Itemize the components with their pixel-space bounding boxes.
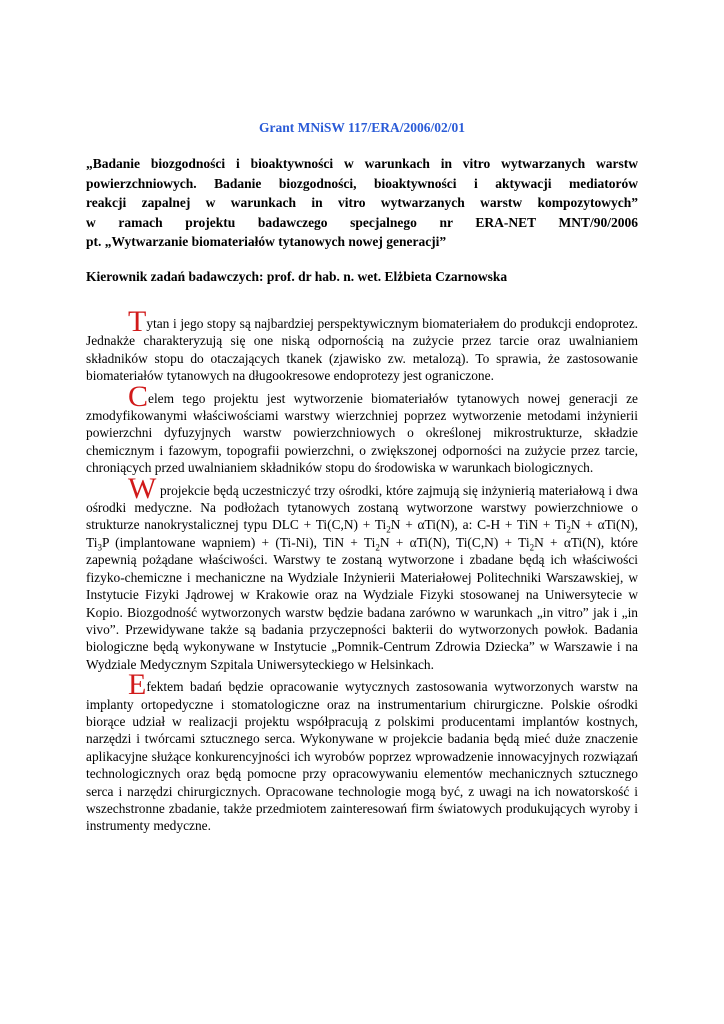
subscript: 2 bbox=[375, 542, 380, 553]
subscript: 2 bbox=[529, 542, 535, 553]
title-line-5: pt. „Wytwarzanie biomateriałów tytanowych nowej generacji” bbox=[86, 234, 447, 249]
drop-cap: C bbox=[128, 379, 149, 413]
title-line-4: w ramach projektu badawczego specjalnego nr ERA-NET MNT/90/2006 bbox=[86, 214, 638, 230]
grant-number-heading: Grant MNiSW 117/ERA/2006/02/01 bbox=[258, 120, 465, 135]
paragraph-text: projekcie będą uczestniczyć trzy ośrodki, które zajmują się inżynierią materiałową i dwa ośrodki medyczne. Na podłożach tytanowych zostaną wytworzone warstwy powierzchniowe o strukturze nanokrystalicznej typu DLC + Ti(C,N) + Ti bbox=[86, 482, 638, 533]
drop-cap: W bbox=[128, 471, 157, 505]
document-body bbox=[86, 305, 639, 838]
title-line-3: reakcji zapalnej w warunkach in vitro wytwarzanych warstw kompozytowych” bbox=[86, 195, 638, 210]
subscript: 3 bbox=[97, 542, 102, 553]
paragraph-text: Warstwy te zostaną wytworzone i zbadane będą ich właściwości fizyko-chemiczne i mechaniczne na Wydziale Inżynierii Materiałowej Politechniki Warszawskiej, w Instytucie Fizyki Jądrowej w Krakowie oraz na Wydziale Fizyki stosowanej na Uniwersytecie w Kopio. Biozgodność wytworzonych warstw będzie badana zarówno w warunkach „in vitro” jak i „in vivo”. Przewidywane także są badania przyczepności bakterii do wytworzonych powłok. Badania biologiczne będą wykonywane w Instytucie „Pomnik-Centrum Zdrowia Dziecka” w Warszawie i na Wydziale Medycznym Szpitala Uniwersyteckiego w Helsinkach. bbox=[86, 552, 638, 672]
drop-cap: T bbox=[128, 305, 147, 338]
paragraph-effect bbox=[86, 668, 638, 835]
subscript: 2 bbox=[386, 525, 391, 536]
drop-cap: E bbox=[128, 668, 147, 702]
paragraph-goal bbox=[86, 379, 638, 477]
paragraph-centers bbox=[86, 471, 639, 673]
paragraph-titanium bbox=[86, 305, 638, 385]
subscript: 2 bbox=[566, 525, 571, 536]
formula-text: P (implantowane wapniem) + (Ti-Ni), TiN + Ti bbox=[101, 534, 376, 550]
paragraph-text: elem tego projektu jest wytworzenie biomateriałów tytanowych nowej generacji ze zmodyfikowanymi właściwościami warstwy wierzchniej poprzez wytworzenie metodami inżynierii powierzchni dyfuzyjnych warstw powierzchniowych o określonej mikrostrukturze, składzie chemicznym i fazowym, topografii powierzchni, o zwiększonej odporności na zużycie przez tarcie, chroniących przed uwalnianiem składników stopu do środowiska w warunkach biologicznych. bbox=[86, 390, 638, 476]
title-line-2: powierzchniowych. Badanie biozgodności, bioaktywności i aktywacji mediatorów bbox=[86, 175, 638, 191]
formula-text: N + αTi(N), a: C-H + TiN + Ti bbox=[390, 517, 567, 533]
title-line-1: „Badanie biozgodności i bioaktywności w warunkach in vitro wytwarzanych warstw bbox=[86, 156, 638, 171]
paragraph-text: fektem badań będzie opracowanie wytycznych zastosowania wytworzonych warstw na implanty ortopedyczne i stomatologiczne oraz na instrumentarium chirurgiczne. Polskie ośrodki biorące udział w realizacji projektu współpracują z polskimi producentami implantów kostnych, narzędzi i twórcami sztucznego serca. Wykonywane w projekcie badania będą mieć duże znaczenie aplikacyjne służące konkurencyjności ich wyrobów poprzez wprowadzenie innowacyjnych rozwiązań technologicznych oraz będą pomocne przy opracowywaniu elementów mechanicznych sztucznego serca i narzędzi chirurgicznych. Opracowane technologie mogą być, z uwagi na ich nowatorskość i wszechstronne zbadanie, także przedmiotem zainteresowań firm światowych produkujących wyroby i instrumenty medyczne. bbox=[86, 679, 638, 834]
paragraph-text: ytan i jego stopy są najbardziej perspektywicznym biomateriałem do produkcji endoprotez. Jednakże charakteryzują się one niską odpornością na zużycie przez tarcie oraz uwalnianiem składników stopu do otaczających tkanek (zjawisko zw. metalozą). To sprawia, że zastosowanie biomateriałów tytanowych na długookresowe endoprotezy jest ograniczone. bbox=[86, 316, 638, 384]
project-title bbox=[86, 154, 638, 252]
formula-text: N + αTi(N), Ti bbox=[86, 517, 638, 550]
research-leader: Kierownik zadań badawczych: prof. dr hab. n. wet. Elżbieta Czarnowska bbox=[86, 269, 508, 284]
formula-text: N + αTi(N), Ti(C,N) + Ti bbox=[379, 534, 530, 550]
formula-text: N + αTi(N), które zapewnią pożądane właściwości. bbox=[86, 534, 639, 568]
